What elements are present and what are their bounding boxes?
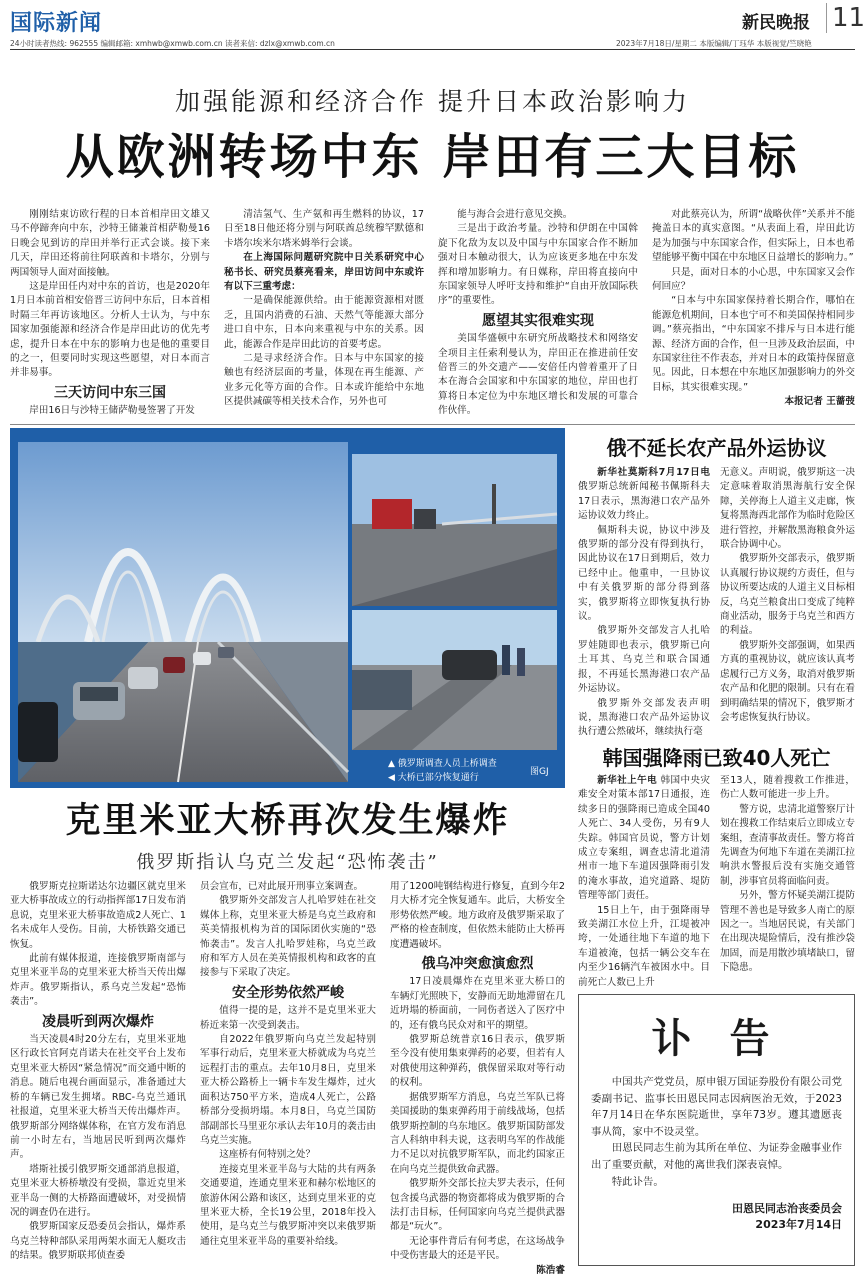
masthead-rule	[10, 49, 855, 50]
lead-col-3	[438, 208, 638, 422]
grain-col-2	[720, 466, 855, 762]
crimea-col3-p4: 据俄罗斯军方消息，乌克兰军队已将美国援助的集束弹药用于前线战场，包括俄罗斯控制的乌东地区。俄罗斯国防部发言人科纳申科夫说，这表明乌军的作战能力不足以对抗俄罗斯军队，而北约国家正在向乌克兰提供致命武器。	[390, 1091, 565, 1175]
page-number: 11	[826, 3, 865, 33]
obituary-signature: 田恩民同志治丧委员会	[732, 1202, 842, 1216]
grain-col-1	[578, 466, 710, 762]
lead-col1-p2: 这是岸田任内对中东的首访，也是2020年1月日本前首相安倍晋三访问中东后，日本首相时隔三年再访该地区。分析人士认为，与中东国家加强能源和经济合作是岸田此访的优先考虑，提升日本在中东的影响力也是他的重要目的之一，但要同时实现这些愿望，对日本而言并非易事。	[10, 281, 210, 379]
grain-col1-p1	[578, 466, 710, 524]
crimea-col3-subhead: 俄乌冲突愈演愈烈	[421, 956, 534, 973]
obituary-box	[578, 994, 855, 1266]
crimea-subhead: 俄罗斯指认乌克兰发起“恐怖袭击”	[136, 852, 439, 873]
crimea-col2-p4: 自2022年俄罗斯向乌克兰发起特别军事行动后，克里米亚大桥就成为乌克兰远程打击的重点。去年10月8日，克里米亚大桥公路桥上一辆卡车发生爆炸，过火面积达750平方米，造成4人死亡，公路桥部分受损坍塌。本月8日，乌克兰国防部副部长马里亚尔承认去年10月的袭击由乌克兰实施。	[200, 1034, 376, 1146]
lead-col-2	[224, 208, 424, 422]
section-label: 国际新闻	[10, 11, 103, 36]
crimea-col-2	[200, 880, 376, 1270]
crimea-col2-p6: 连接克里米亚半岛与大陆的共有两条交通要道，连通克里米亚和赫尔松地区的旅游休闲公路和该区，达到克里米亚的克里米亚大桥，全长19公里，2018年投入使用，是乌克兰与俄罗斯冲突以来俄罗斯通往克里米亚半岛的重要补给线。	[200, 1163, 376, 1247]
damage-illustration	[352, 610, 557, 750]
obituary-closing: 特此讣告。	[611, 1175, 664, 1188]
korea-dateline: 新华社上午电	[597, 775, 658, 786]
crimea-col1-p5: 俄罗斯国家反恐委员会指认，爆炸系乌克兰特种部队采用两架水面无人艇攻击的结果。俄罗斯联邦侦查委	[10, 1221, 186, 1262]
lead-byline: 本报记者 王蔷弢	[784, 396, 855, 408]
grain-col2-p1: 无意义。声明说，俄罗斯这一决定意味着取消黑海航行安全保障，关停海上人道主义走廊，恢复将黑海西北部作为临时危险区进行管控，并解散黑海粮食外运联合协调中心。	[720, 467, 855, 551]
crimea-col1-p1: 俄罗斯克拉斯诺达尔边疆区就克里米亚大桥事故成立的行动指挥部17日发布消息说，克里米亚大桥事故造成2人死亡、1名未成年人受伤。目前，大桥铁路交通已恢复。	[10, 881, 186, 950]
grain-headline: 俄不延长农产品外运协议	[606, 436, 827, 460]
obituary-body: 中国共产党党员，原申银万国证券股份有限公司党委副书记、监事长田恩民同志因病医治无效，于2023年7月14日在华东医院逝世，享年73岁。遵其遗愿丧事从简，家中不设灵堂。	[591, 1076, 842, 1138]
korea-col1-p2: 15日上午，由于强降雨导致美湖江水位上升，江堤被冲垮，一处通往地下车道的地下车道被淹，包括一辆公交车在内至少16辆汽车被困水中。目前死亡人数已上升	[578, 904, 710, 988]
korea-headline: 韩国强降雨已致40人死亡	[602, 746, 831, 770]
grain-col2-p3: 俄罗斯外交部强调，如果西方真的重视协议，就应该认真考虑履行己方义务，取消对俄罗斯农产品和化肥的限制。只有在看到明确结果的情况下，俄罗斯才会考虑恢复执行协议。	[720, 639, 855, 723]
crimea-col1-p3: 当天凌晨4时20分左右，克里米亚地区行政长官阿克肖诺夫在社交平台上发布克里米亚大桥因“紧急情况”而交通中断的消息。随后电视台画面显示，准备通过大桥的车辆已发生拥堵。RBC-乌克兰通讯社报道，克里米亚大桥当天传出爆炸声。俄罗斯部分网络媒体称，在官方发布消息前一小时左右，当地居民听到两次爆炸声。	[10, 1034, 186, 1161]
lead-col3-p2: 三是出于政治考量。沙特和伊朗在中国斡旋下化敌为友以及中国与中东国家合作不断加强对日本触动很大，认为应该更多地在中东发挥和增加影响力。有日媒称，岸田将直接向中东国家领导人呼吁支持和维护“自由开放国际秩序”的重要性。	[438, 223, 638, 307]
lead-col1-subhead: 三天访问中东三国	[54, 384, 166, 401]
lead-col2-p3: 一是确保能源供给。由于能源资源相对匮乏，且国内消费的石油、天然气等能源大部分进口自中东，日本向来重视与中东的关系。因此，能源合作是岸田此访的首要考虑。	[224, 295, 424, 350]
lead-headline: 从欧洲转场中东 岸田有三大目标	[65, 129, 800, 185]
lead-col4-p2: 只是，面对日本的小心思，中东国家又会作何回应？	[652, 266, 855, 293]
crimea-col1-p2: 此前有媒体报道，连接俄罗斯南部与克里米亚半岛的克里米亚大桥当天传出爆炸声。俄罗斯指认，系乌克兰发起“恐怖袭击”。	[10, 953, 186, 1008]
lead-col2-p4: 二是寻求经济合作。日本与中东国家的接触也有经济层面的考量，体现在再生能源、产业多元化等方面的合作。日本或许能给中东地区提供减碳等相关技术合作，另外也可	[224, 353, 424, 408]
lead-col-1	[10, 208, 210, 422]
crimea-col3-p2: 17日凌晨爆炸在克里米亚大桥口的车辆灯光照映下，安静而无助地滞留在几近坍塌的桥面前，一同伤者送入了医疗中的，还有俄乌民众对和平的期望。	[390, 976, 565, 1031]
korea-col2-p2: 警方说，忠清北道警察厅计划在搜救工作结束后立即成立专案组，查清事故责任。警方将首先调查为何地下车道在美湖江拉响洪水警报后没有实施交通管制，涉事官员将面临问责。	[720, 803, 855, 887]
photo-caption-1: ▲ 俄罗斯调查人员上桥调查	[388, 759, 497, 769]
grain-col1-p2: 佩斯科夫说，协议中涉及俄罗斯的部分没有得到执行，因此协议在17日到期后，效力已经中止。他重申，一旦协议中有关俄罗斯的部分得到落实，俄罗斯将立即恢复执行协议。	[578, 524, 710, 623]
crimea-col2-p2: 俄罗斯外交部发言人扎哈罗娃在社交媒体上称，克里米亚大桥是乌克兰政府和英美情报机构为首的国际团伙实施的“恐怖袭击”。发言人扎哈罗娃称，乌克兰政府和军方人员在美英情报机构和政客的直接参与下采取了决定。	[200, 895, 376, 979]
photo-caption-2: ◀ 大桥已部分恢复通行	[388, 773, 479, 783]
lead-col4-p3: “日本与中东国家保持着长期合作，哪怕在能源危机期间，日本也宁可不和美国保持相同步调。”蔡亮指出，“中东国家不排斥与日本进行能源、经济方面的合作，但一旦涉及政治层面，中东国家往往不作表态，并对日本的政策持保留意见。因此，日本想在中东地区加强影响力的外交目标，其实很难实现。”	[652, 295, 855, 393]
crimea-col2-p3: 值得一提的是，这并不是克里米亚大桥近来第一次受到袭击。	[200, 1005, 376, 1031]
lead-col3-subhead: 愿望其实很难实现	[482, 312, 594, 329]
crimea-col3-p6: 无论事件背后有何考虑，在这场战争中受伤害最大的还是平民。	[390, 1235, 565, 1262]
crimea-byline: 陈浩睿	[536, 1264, 565, 1276]
photo-block	[10, 428, 565, 788]
damage-photo	[352, 610, 557, 750]
lead-col1-p3: 岸田16日与沙特王储萨勒曼签署了开发	[29, 405, 195, 417]
photo-credit: 图GJ	[530, 767, 549, 777]
lead-col1-p1: 刚刚结束访欧行程的日本首相岸田文雄又马不停蹄奔向中东，沙特王储兼首相萨勒曼16日晚会见到访的岸田并举行正式会谈。接下来几天，岸田还将前往阿联酋和卡塔尔，分别与两国领导人面对面接触。	[10, 209, 210, 278]
grain-col1-p3: 俄罗斯外交部发言人扎哈罗娃随即也表示，俄罗斯已向土耳其、乌克兰和联合国通报，不再延长黑海港口农产品外运协议。	[578, 625, 710, 695]
lead-kicker: 加强能源和经济合作 提升日本政治影响力	[175, 87, 690, 116]
crimea-col3-p5: 俄罗斯外交部长拉夫罗夫表示，任何包含援乌武器的物资都将成为俄罗斯的合法打击目标，任何国家向乌克兰提供武器都是“玩火”。	[390, 1178, 565, 1233]
korea-col-1	[578, 774, 710, 988]
crimea-col3-p1: 用了1200吨钢结构进行修复，直到今年2月大桥才完全恢复通车。此后，大桥安全形势依然严峻。地方政府及俄罗斯采取了严格的检查制度，但依然未能防止大桥再度遭遇破坏。	[390, 881, 565, 950]
lead-col3-p3: 美国华盛顿中东研究所战略技术和网络安全项目主任索利曼认为，岸田正在推进前任安倍晋三的外交遗产——安倍任内曾着重开了日本在海合会国家和中东国家的地位，岸田也打算将日本定位为中东地区增长和发展的可靠合作伙伴。	[438, 333, 638, 417]
obituary-title: 讣 告	[651, 1016, 782, 1062]
bridge-photo-illustration	[18, 442, 348, 782]
korea-col-2	[720, 774, 855, 988]
obituary-date: 2023年7月14日	[755, 1218, 842, 1232]
grain-col1-p4: 俄罗斯外交部发表声明说，黑海港口农产品外运协议执行遭公然破坏，继续执行毫	[578, 697, 710, 738]
bridge-photo	[18, 442, 348, 782]
crimea-col1-subhead: 凌晨听到两次爆炸	[42, 1013, 154, 1030]
korea-col2-p3: 另外，警方怀疑美湖江提防管理不善也是导致多人南亡的原因之一。当地居民说，有关部门在出现决堤险情后，没有推沙袋加固，而是用散沙填堵缺口，留下隐患。	[720, 890, 855, 974]
grain-col1-p1-text: 俄罗斯总统新闻秘书佩斯科夫17日表示，黑海港口农产品外运协议效力终止。	[578, 481, 710, 522]
hotline-line: 24小时读者热线: 962555 编辑邮箱: xmhwb@xmwb.com.cn 读者来信: dzlx@xmwb.com.cn	[10, 39, 335, 48]
date-line: 2023年7月18日/星期二 本版编辑/丁珏华 本版视觉/竺晓艳	[616, 39, 812, 48]
crimea-col-1	[10, 880, 186, 1270]
investigation-photo	[352, 454, 557, 606]
crimea-col2-p5: 这座桥有何特别之处？	[219, 1149, 316, 1161]
korea-col2-p1: 至13人，随着搜救工作推进，伤亡人数可能进一步上升。	[720, 775, 855, 801]
lead-col4-p1: 对此蔡亮认为，所谓“战略伙伴”关系并不能掩盖日本的真实意图。“从表面上看，岸田此访是为加强与中东国家合作，但实际上，日本也希望能够平衡中国在中东地区日益增长的影响力。”	[652, 209, 855, 264]
paper-name: 新民晚报	[742, 13, 810, 33]
investigation-illustration	[352, 454, 557, 606]
grain-dateline: 新华社莫斯科7月17日电	[597, 467, 710, 478]
crimea-col-3	[390, 880, 565, 1276]
korea-col1-p1	[578, 774, 710, 904]
crimea-col1-p4: 塔斯社援引俄罗斯交通部消息报道，克里米亚大桥桥墩没有受损，靠近克里米亚半岛一侧的大桥路面遭破坏，对受损情况的调查仍在进行。	[10, 1163, 186, 1218]
section-divider	[10, 424, 855, 425]
lead-col-4	[652, 208, 855, 422]
crimea-col3-p3: 俄罗斯总统普京16日表示，俄罗斯至今没有使用集束弹药的必要，但若有人对俄使用这种弹药，俄保留采取对等行动的权利。	[390, 1034, 565, 1089]
lead-col3-p1: 能与海合会进行意见交换。	[457, 209, 573, 220]
grain-col2-p2: 俄罗斯外交部表示，俄罗斯认真履行协议规约方责任，但与协议所要达成的人道主义目标相反，乌克兰粮食出口变成了纯粹商业活动，服务于乌克兰和西方的利益。	[720, 553, 855, 637]
lead-col2-p2: 在上海国际问题研究院中日关系研究中心秘书长、研究员蔡亮看来，岸田访问中东或许有以下三重考虑：	[224, 252, 424, 293]
lead-col2-p1: 清洁氢气、生产氨和再生燃料的协议，17日至18日他还将分别与阿联酋总统穆罕默德和卡塔尔埃米尔塔米姆举行会谈。	[224, 209, 424, 249]
crimea-col2-p1: 员会宣布，已对此展开刑事立案调查。	[200, 881, 364, 892]
masthead	[0, 0, 865, 50]
crimea-col2-subhead: 安全形势依然严峻	[232, 984, 344, 1001]
obituary-body-2: 田恩民同志生前为其所在单位、为证券金融事业作出了重要贡献，对他的离世我们深表哀悼。	[591, 1142, 842, 1171]
korea-col1-p1-text: 韩国中央灾难安全对策本部17日通报，连续多日的强降雨已造成全国40人死亡、34人受伤，另有9人失踪。韩国官员说，警方计划成立专案组，调查忠清北道清州市一地下车道因强降雨引发的淹水事故，追究道路、堤防管理等部门责任。	[578, 775, 711, 902]
crimea-headline: 克里米亚大桥再次发生爆炸	[65, 801, 510, 841]
